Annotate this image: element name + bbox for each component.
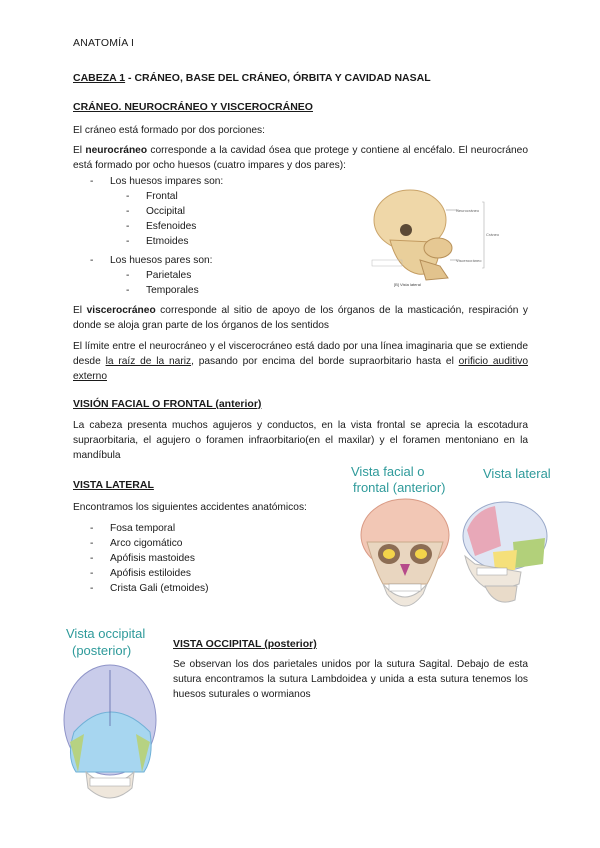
section-heading-frontal: VISIÓN FACIAL O FRONTAL (anterior) [73, 398, 262, 410]
occipital-paragraph: Se observan los dos parietales unidos por la sutura Sagital. Debajo de esta sutura encontramos la sutura Lambdoidea y unida a esta sutura tenemos los huesos suturales o wormianos [173, 659, 528, 700]
figure-caption: [B] Vista lateral [394, 282, 421, 287]
limite-pre: El límite entre el neurocráneo y el viscerocráneo está dado por una línea imaginaria que se extiende desde [73, 341, 528, 367]
title-rest: - CRÁNEO, BASE DEL CRÁNEO, ÓRBITA Y CAVIDAD NASAL [125, 72, 431, 84]
neuro-pre: El [73, 145, 86, 156]
neuro-post: corresponde a la cavidad ósea que protege y contiene al encéfalo. El neurocráneo está formado por ocho huesos (cuatro impares y dos pares): [73, 145, 528, 171]
impares-list [90, 174, 223, 189]
lateral-skull-icon [463, 502, 547, 602]
skull-lateral-figure [370, 182, 500, 290]
list-item: - Arco cigomático [90, 536, 209, 551]
skull-front-lateral-figure [345, 460, 560, 625]
section-heading-craneo: CRÁNEO. NEUROCRÁNEO Y VISCEROCRÁNEO [73, 101, 313, 113]
limite-paragraph [73, 339, 528, 384]
occipital-skull-icon [64, 665, 156, 798]
list-item: - Frontal [126, 189, 196, 204]
caption-occipital-1: Vista occipital [66, 626, 146, 641]
list-item: - Temporales [126, 283, 199, 298]
list-item: - Etmoides [126, 234, 196, 249]
label-craneo: Cráneo [486, 232, 500, 237]
caption-occipital-2: (posterior) [72, 643, 132, 658]
list-item: - Occipital [126, 204, 196, 219]
pares-list [90, 253, 213, 268]
list-item: - Parietales [126, 268, 199, 283]
limite-mid: , pasando por encima del borde supraorbitario hasta el [191, 356, 459, 367]
neuro-term: neurocráneo [85, 145, 148, 156]
lateral-intro: Encontramos los siguientes accidentes anatómicos: [73, 502, 307, 513]
skull-occipital-figure [60, 622, 170, 832]
limite-orificio: orificio auditivo externo [73, 356, 529, 382]
viscerocraneo-paragraph [73, 303, 528, 333]
viscero-pre: El [73, 305, 87, 316]
course-header: ANATOMÍA I [73, 37, 135, 49]
title-lead: CABEZA 1 [73, 72, 126, 84]
viscero-post: corresponde al sitio de apoyo de los órganos de la masticación, respiración y donde se aloja gran parte de los órganos de los sentidos [73, 305, 528, 331]
list-item: - Fosa temporal [90, 521, 209, 536]
frontal-paragraph: La cabeza presenta muchos agujeros y conductos, en la vista frontal se aprecia la escotadura supraorbitaria, el agujero o foramen infraorbitario(en el maxilar) y el foramen mentoniano en la mandíbula [73, 420, 528, 461]
intro-paragraph: El cráneo está formado por dos porciones: [73, 125, 265, 136]
list-item: - Crista Gali (etmoides) [90, 581, 209, 596]
list-item: - Apófisis estiloides [90, 566, 209, 581]
section-heading-occipital: VISTA OCCIPITAL (posterior) [173, 638, 317, 650]
caption-lateral: Vista lateral [483, 466, 551, 481]
limite-raiz-nariz: la raíz de la nariz [105, 356, 192, 367]
label-neurocraneo: Neurocráneo [456, 208, 480, 213]
lateral-list [90, 521, 209, 596]
caption-front-1: Vista facial o [351, 464, 425, 479]
front-skull-icon [361, 499, 449, 606]
viscero-term: viscerocráneo [86, 305, 156, 316]
list-item: - Los huesos pares son: [90, 253, 213, 268]
document-title [73, 72, 431, 84]
caption-front-2: frontal (anterior) [353, 480, 446, 495]
section-heading-lateral: VISTA LATERAL [73, 479, 154, 491]
list-item: - Los huesos impares son: [90, 174, 223, 189]
list-item: - Esfenoides [126, 219, 196, 234]
label-viscerocraneo: Viscerocráneo [456, 258, 482, 263]
neurocraneo-paragraph [73, 143, 528, 173]
list-item: - Apófisis mastoides [90, 551, 209, 566]
impares-sublist [126, 189, 196, 249]
pares-sublist [126, 268, 199, 298]
